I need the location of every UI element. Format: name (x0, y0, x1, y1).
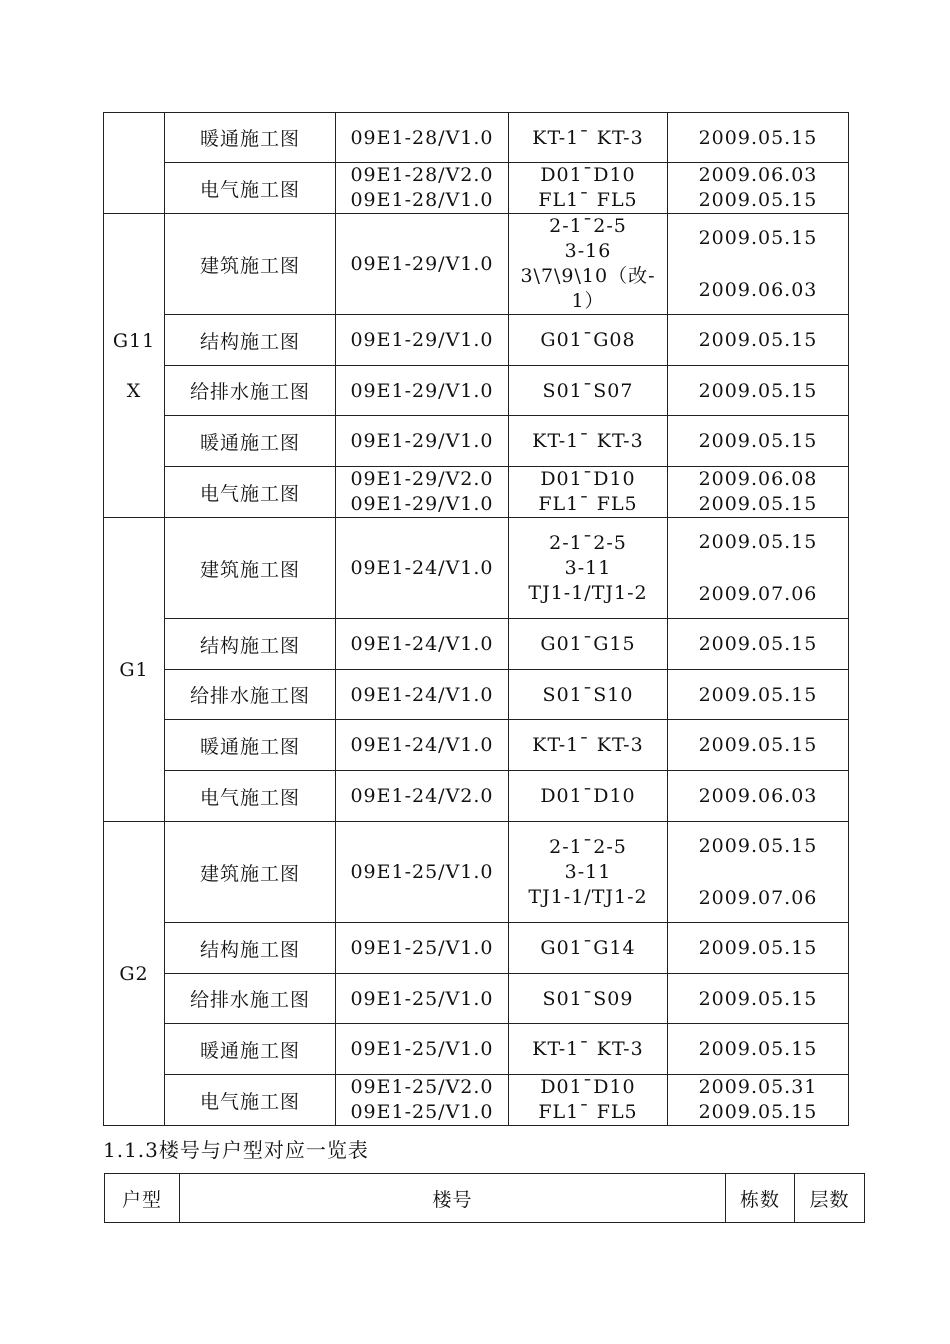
drawing-date: 2009.05.15 (668, 670, 849, 720)
drawing-version: 09E1-24/V1.0 (336, 720, 509, 771)
drawing-name: 给排水施工图 (165, 670, 336, 720)
drawing-date: 2009.05.31 2009.05.15 (668, 1075, 849, 1126)
drawing-codes: D01¯D10 FL1¯ FL5 (509, 1075, 668, 1126)
drawing-version: 09E1-25/V2.0 09E1-25/V1.0 (336, 1075, 509, 1126)
drawing-version: 09E1-25/V1.0 (336, 974, 509, 1024)
drawing-codes: G01¯G15 (509, 619, 668, 670)
drawing-codes: S01¯S07 (509, 366, 668, 416)
drawing-name: 暖通施工图 (165, 416, 336, 467)
drawing-date: 2009.05.15 (668, 619, 849, 670)
drawing-date: 2009.05.15 (668, 923, 849, 974)
drawing-date: 2009.05.15 2009.07.06 (668, 822, 849, 923)
drawing-date: 2009.06.08 2009.05.15 (668, 467, 849, 518)
drawing-version: 09E1-29/V1.0 (336, 416, 509, 467)
drawing-codes: D01¯D10 (509, 771, 668, 822)
group-cell (104, 113, 165, 214)
table-row (104, 214, 849, 315)
col-header-count: 栋数 (726, 1174, 795, 1223)
table-header-row (105, 1174, 865, 1223)
drawing-version: 09E1-28/V1.0 (336, 113, 509, 163)
drawing-version: 09E1-25/V1.0 (336, 923, 509, 974)
drawing-codes: KT-1¯ KT-3 (509, 1024, 668, 1075)
table-row (104, 974, 849, 1024)
drawing-codes: KT-1¯ KT-3 (509, 416, 668, 467)
unit-type-table (104, 1173, 865, 1223)
drawing-name: 结构施工图 (165, 923, 336, 974)
drawing-version: 09E1-29/V2.0 09E1-29/V1.0 (336, 467, 509, 518)
drawing-date: 2009.05.15 (668, 1024, 849, 1075)
drawing-name: 电气施工图 (165, 1075, 336, 1126)
drawing-name: 给排水施工图 (165, 366, 336, 416)
drawing-codes: S01¯S09 (509, 974, 668, 1024)
group-cell-g2: G2 (104, 822, 165, 1126)
table-row (104, 518, 849, 619)
table-row (104, 822, 849, 923)
table-row (104, 1024, 849, 1075)
drawing-date: 2009.05.15 (668, 366, 849, 416)
drawing-name: 电气施工图 (165, 771, 336, 822)
drawing-date: 2009.05.15 (668, 974, 849, 1024)
col-header-floors: 层数 (795, 1174, 865, 1223)
drawing-codes: D01¯D10 FL1¯ FL5 (509, 163, 668, 214)
drawing-date: 2009.06.03 (668, 771, 849, 822)
table-row (104, 923, 849, 974)
table-row (104, 771, 849, 822)
table-row (104, 720, 849, 771)
drawing-list-table (103, 112, 849, 1126)
drawing-name: 暖通施工图 (165, 113, 336, 163)
drawing-name: 电气施工图 (165, 467, 336, 518)
drawing-version: 09E1-28/V2.0 09E1-28/V1.0 (336, 163, 509, 214)
table-row (104, 163, 849, 214)
table-row (104, 366, 849, 416)
drawing-version: 09E1-29/V1.0 (336, 214, 509, 315)
section-heading: 1.1.3楼号与户型对应一览表 (103, 1138, 369, 1162)
col-header-type: 户型 (105, 1174, 180, 1223)
drawing-codes: G01¯G14 (509, 923, 668, 974)
drawing-name: 建筑施工图 (165, 518, 336, 619)
drawing-date: 2009.06.03 2009.05.15 (668, 163, 849, 214)
drawing-name: 建筑施工图 (165, 214, 336, 315)
drawing-version: 09E1-24/V1.0 (336, 619, 509, 670)
drawing-version: 09E1-25/V1.0 (336, 822, 509, 923)
col-header-building: 楼号 (180, 1174, 726, 1223)
drawing-version: 09E1-29/V1.0 (336, 366, 509, 416)
table-row (104, 315, 849, 366)
drawing-name: 结构施工图 (165, 619, 336, 670)
drawing-name: 结构施工图 (165, 315, 336, 366)
drawing-codes: S01¯S10 (509, 670, 668, 720)
group-cell-g1: G1 (104, 518, 165, 822)
table-row (104, 619, 849, 670)
table-row (104, 467, 849, 518)
drawing-date: 2009.05.15 (668, 720, 849, 771)
drawing-version: 09E1-29/V1.0 (336, 315, 509, 366)
table-row (104, 670, 849, 720)
drawing-name: 给排水施工图 (165, 974, 336, 1024)
group-cell-g11x: G11 X (104, 214, 165, 518)
drawing-codes: 2-1¯2-5 3-11 TJ1-1/TJ1-2 (509, 518, 668, 619)
table-row (104, 113, 849, 163)
drawing-date: 2009.05.15 (668, 416, 849, 467)
drawing-codes: 2-1¯2-5 3-11 TJ1-1/TJ1-2 (509, 822, 668, 923)
drawing-version: 09E1-24/V2.0 (336, 771, 509, 822)
drawing-date: 2009.05.15 2009.07.06 (668, 518, 849, 619)
drawing-codes: 2-1¯2-5 3-16 3\7\9\10（改- 1） (509, 214, 668, 315)
drawing-codes: KT-1¯ KT-3 (509, 113, 668, 163)
drawing-name: 电气施工图 (165, 163, 336, 214)
drawing-codes: G01¯G08 (509, 315, 668, 366)
drawing-codes: D01¯D10 FL1¯ FL5 (509, 467, 668, 518)
drawing-version: 09E1-24/V1.0 (336, 518, 509, 619)
drawing-name: 暖通施工图 (165, 720, 336, 771)
table-row (104, 1075, 849, 1126)
drawing-version: 09E1-24/V1.0 (336, 670, 509, 720)
drawing-date: 2009.05.15 (668, 113, 849, 163)
drawing-name: 暖通施工图 (165, 1024, 336, 1075)
drawing-date: 2009.05.15 2009.06.03 (668, 214, 849, 315)
table-row (104, 416, 849, 467)
drawing-name: 建筑施工图 (165, 822, 336, 923)
drawing-date: 2009.05.15 (668, 315, 849, 366)
drawing-codes: KT-1¯ KT-3 (509, 720, 668, 771)
drawing-version: 09E1-25/V1.0 (336, 1024, 509, 1075)
